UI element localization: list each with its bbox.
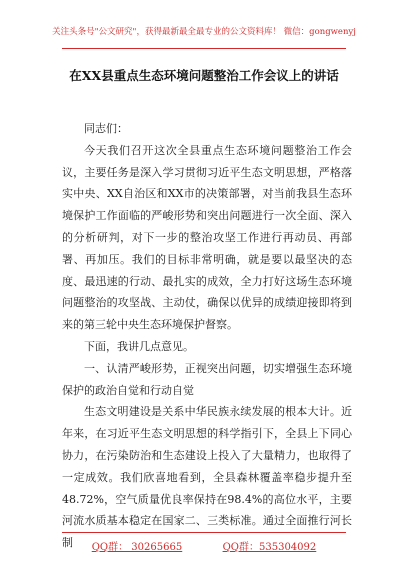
paragraph: 生态文明建设是关系中华民族永续发展的根本大计。近年来，在习近平生态文明思想的科学指引下，全县上下同心协力，在污染防治和生态建设上投入了大量精力，也取得了一定成效。我们欣喜地看到，全县森林覆盖率稳步提升至48.72%，空气质量优良率保持在98.4%的高位水平，主要河流水质基本稳定在国家二、三类标准。通过全面推行河长制 [62, 405, 352, 550]
document-body [62, 118, 352, 554]
top-banner: 关注头条号"公文研究"，获得最新最全最专业的公文资料库！ 微信：gongwenyj [52, 27, 356, 37]
bottom-banner [0, 538, 408, 553]
paragraph: 下面，我讲几点意见。 [84, 339, 194, 353]
qq-group-link-2[interactable]: QQ群：535304092 [222, 542, 317, 553]
qq-group-link-1[interactable]: QQ群： 30265665 [91, 542, 183, 553]
top-divider [62, 48, 346, 49]
salutation: 同志们： [84, 122, 128, 135]
paragraph: 今天我们召开这次全县重点生态环境问题整治工作会议，主要任务是深入学习贯彻习近平生态文明思想，严格落实中央、XX自治区和XX市的决策部署，对当前我县生态环境保护工作面临的严峻形势和突出问题进行一次全面、深入的分析研判，对下一步的整治攻坚工作进行再动员、再部署、再加压。我们的目标非常明确，就是要以最坚决的态度、最迅速的行动、最扎实的成效，全力打好这场生态环境问题整治的攻坚战、主动仗，确保以优异的成绩迎接即将到来的第三轮中央生态环境保护督察。 [62, 143, 352, 332]
document-title: 在XX县重点生态环境问题整治工作会议上的讲话 [69, 68, 339, 83]
bottom-divider [62, 532, 346, 533]
section-heading: 一、认清严峻形势，正视突出问题，切实增强生态环境保护的政治自觉和行动自觉 [62, 361, 352, 397]
